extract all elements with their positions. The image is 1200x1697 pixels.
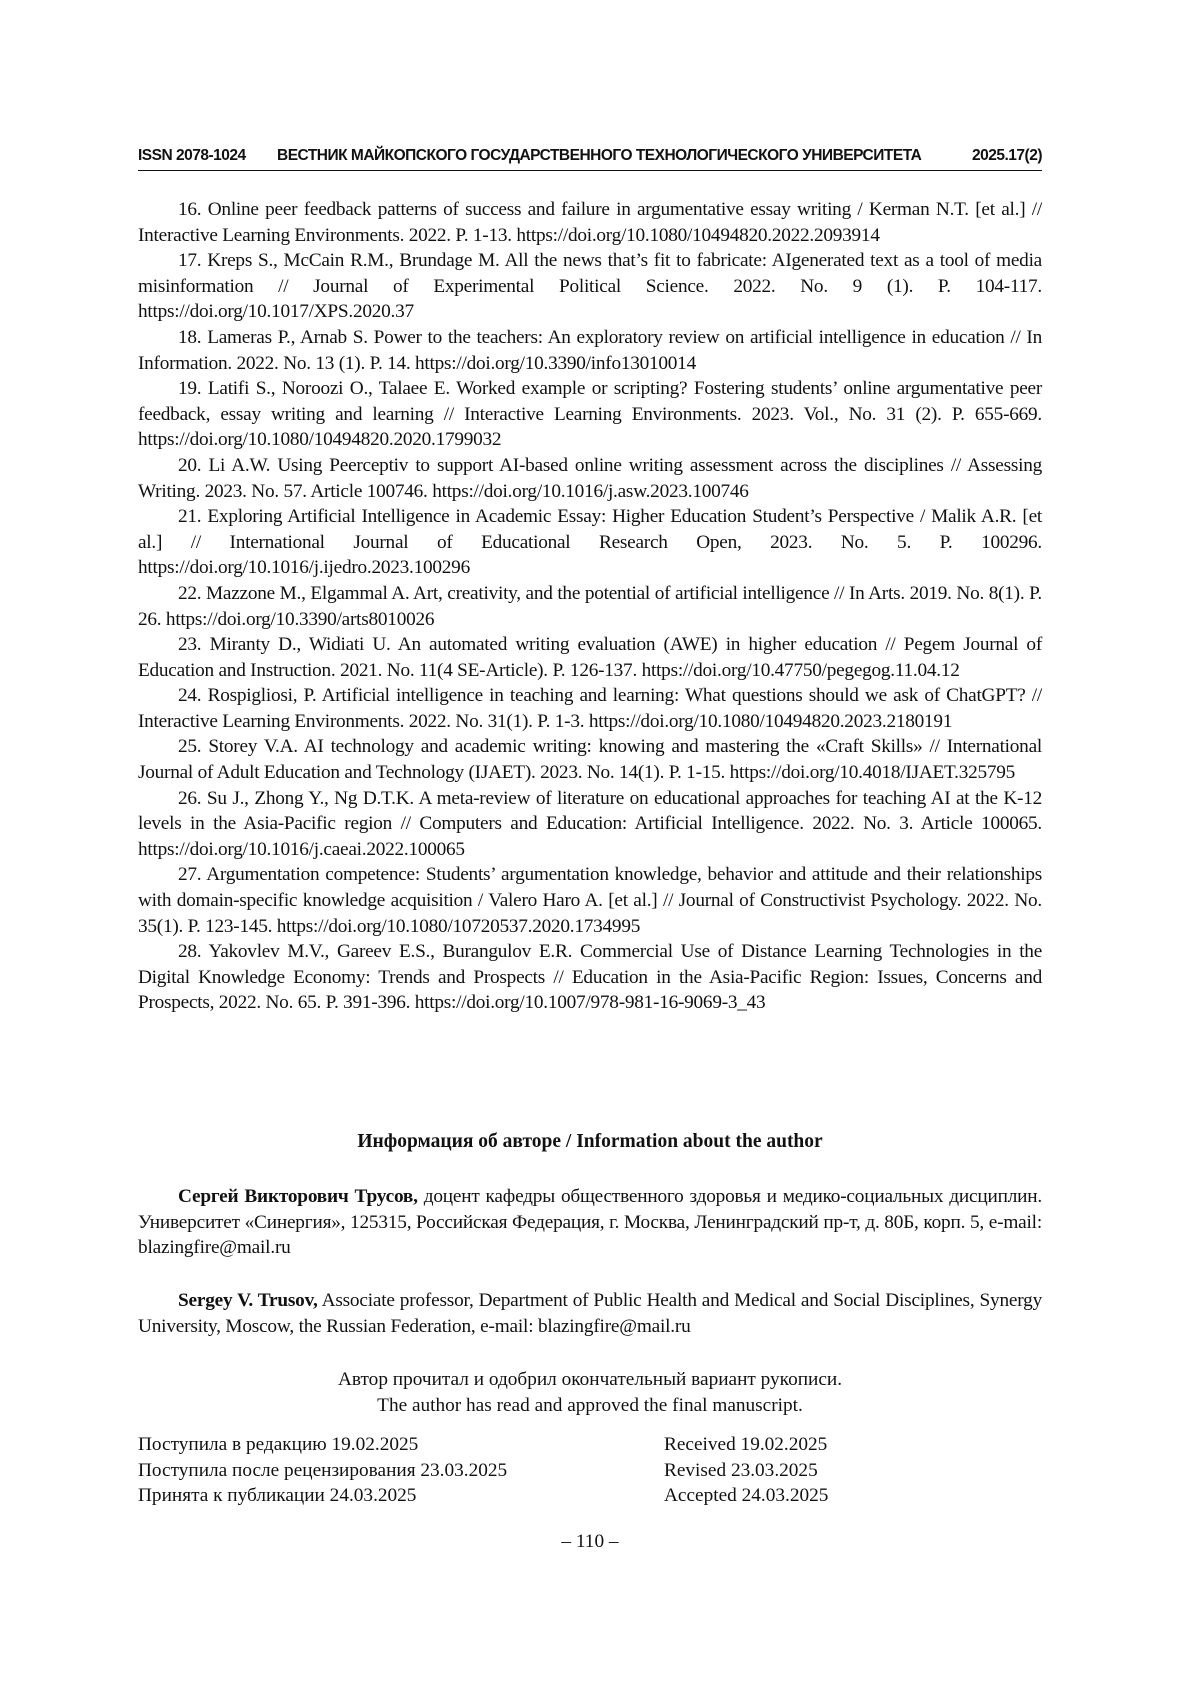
approval-note [138, 1367, 1042, 1418]
reference-list [138, 197, 1042, 1016]
author-name-ru: Сергей Викторович Трусов, [178, 1186, 418, 1207]
approval-note-ru: Автор прочитал и одобрил окончательный вариант рукописи. [337, 1369, 843, 1390]
reference-18: 18. Lameras P., Arnab S. Power to the teachers: An exploratory review on artificial intelligence in education // In Information. 2022. No. 13 (1). P. 14. https://doi.org/10.3390/info13010014 [138, 326, 1042, 374]
reference-16: 16. Online peer feedback patterns of success and failure in argumentative essay writing / Kerman N.T. [et al.] // Interactive Learning Environments. 2022. P. 1-13. https://doi.org/10.1080/10494820.2022.2093914 [138, 199, 1042, 246]
author-info-en [138, 1288, 1042, 1339]
author-details-en: Associate professor, Department of Public Health and Medical and Social Disciplines, Synergy University, Moscow, the Russian Federation, e-mail: blazingfire@mail.ru [138, 1290, 1043, 1337]
date-row-accepted [138, 1483, 1042, 1509]
publication-dates [138, 1432, 1042, 1509]
reference-17: 17. Kreps S., McCain R.M., Brundage M. All the news that’s fit to fabricate: AIgenerated text as a tool of media misinformation // Journal of Experimental Political Science. 2022. No. 9 (1). P. 104-117. https://doi.org/10.1017/XPS.2020.37 [138, 250, 1042, 323]
reference-26: 26. Su J., Zhong Y., Ng D.T.K. A meta-review of literature on educational approaches for teaching AI at the K-12 levels in the Asia-Pacific region // Computers and Education: Artificial Intelligence. 2022. No. 3. Article 100065. https://doi.org/10.1016/j.caeai.2022.100065 [138, 787, 1042, 860]
date-accepted-ru: Принята к публикации 24.03.2025 [138, 1485, 417, 1507]
header-issn: ISSN 2078-1024 [138, 147, 246, 164]
header-volume: 2025.17(2) [972, 147, 1042, 164]
reference-25: 25. Storey V.A. AI technology and academic writing: knowing and mastering the «Craft Skills» // International Journal of Adult Education and Technology (IJAET). 2023. No. 14(1). P. 1-15. https://doi.org/10.4018/IJAET.325795 [138, 736, 1042, 784]
date-received-en: Received 19.02.2025 [664, 1434, 828, 1455]
date-row-revised [138, 1458, 1042, 1484]
running-header [138, 147, 1042, 171]
author-info-ru [138, 1184, 1042, 1261]
reference-28: 28. Yakovlev M.V., Gareev E.S., Burangulov E.R. Commercial Use of Distance Learning Technologies in the Digital Knowledge Economy: Trends and Prospects // Education in the Asia-Pacific Region: Issues, Concerns and Prospects, 2022. No. 65. P. 391-396. https://doi.org/10.1007/978-981-16-9069-3_43 [138, 941, 1042, 1014]
date-revised-ru: Поступила после рецензирования 23.03.2025 [138, 1459, 508, 1481]
reference-21: 21. Exploring Artificial Intelligence in Academic Essay: Higher Education Student’s Perspective / Malik A.R. [et al.] // International Journal of Educational Research Open, 2023. No. 5. P. 100296. https://doi.org/10.1016/j.ijedro.2023.100296 [138, 506, 1042, 579]
date-revised-en: Revised 23.03.2025 [664, 1459, 818, 1481]
reference-22: 22. Mazzone M., Elgammal A. Art, creativity, and the potential of artificial intelligence // In Arts. 2019. No. 8(1). P. 26. https://doi.org/10.3390/arts8010026 [138, 582, 1042, 630]
reference-27: 27. Argumentation competence: Students’ argumentation knowledge, behavior and attitude and their relationships with domain-specific knowledge acquisition / Valero Haro A. [et al.] // Journal of Constructivist Psychology. 2022. No. 35(1). P. 123-145. https://doi.org/10.1080/10720537.2020.1734995 [138, 864, 1042, 937]
journal-page [138, 0, 1042, 1697]
date-accepted-en: Accepted 24.03.2025 [664, 1485, 829, 1507]
reference-19: 19. Latifi S., Noroozi O., Talaee E. Worked example or scripting? Fostering students’ online argumentative peer feedback, essay writing and learning // Interactive Learning Environments. 2023. Vol., No. 31 (2). P. 655-669. https://doi.org/10.1080/10494820.2020.1799032 [138, 378, 1042, 451]
page-number: – 110 – [561, 1531, 619, 1552]
author-details-ru: доцент кафедры общественного здоровья и медико-социальных дисциплин. Университет «Синергия», 125315, Российская Федерация, г. Москва, Ленинградский пр-т, д. 80Б, корп. 5, e-mail: blazingfire@mail.ru [138, 1186, 1042, 1259]
header-journal-title: ВЕСТНИК МАЙКОПСКОГО ГОСУДАРСТВЕННОГО ТЕХНОЛОГИЧЕСКОГО УНИВЕРСИТЕТА [277, 147, 922, 164]
approval-note-en: The author has read and approved the final manuscript. [377, 1394, 803, 1416]
reference-20: 20. Li A.W. Using Peerceptiv to support AI-based online writing assessment across the disciplines // Assessing Writing. 2023. No. 57. Article 100746. https://doi.org/10.1016/j.asw.2023.100746 [138, 454, 1042, 502]
author-name-en: Sergey V. Trusov, [178, 1290, 318, 1311]
author-info-heading: Информация об авторе / Information about the author [357, 1131, 823, 1152]
reference-24: 24. Rospigliosi, P. Artificial intelligence in teaching and learning: What questions should we ask of ChatGPT? // Interactive Learning Environments. 2022. No. 31(1). P. 1-3. https://doi.org/10.1080/10494820.2023.2180191 [138, 685, 1042, 732]
date-row-received [138, 1432, 1042, 1458]
reference-23: 23. Miranty D., Widiati U. An automated writing evaluation (AWE) in higher education // Pegem Journal of Education and Instruction. 2021. No. 11(4 SE-Article). P. 126-137. https://doi.org/10.47750/pegegog.11.04.12 [138, 634, 1042, 681]
date-received-ru: Поступила в редакцию 19.02.2025 [138, 1434, 419, 1455]
